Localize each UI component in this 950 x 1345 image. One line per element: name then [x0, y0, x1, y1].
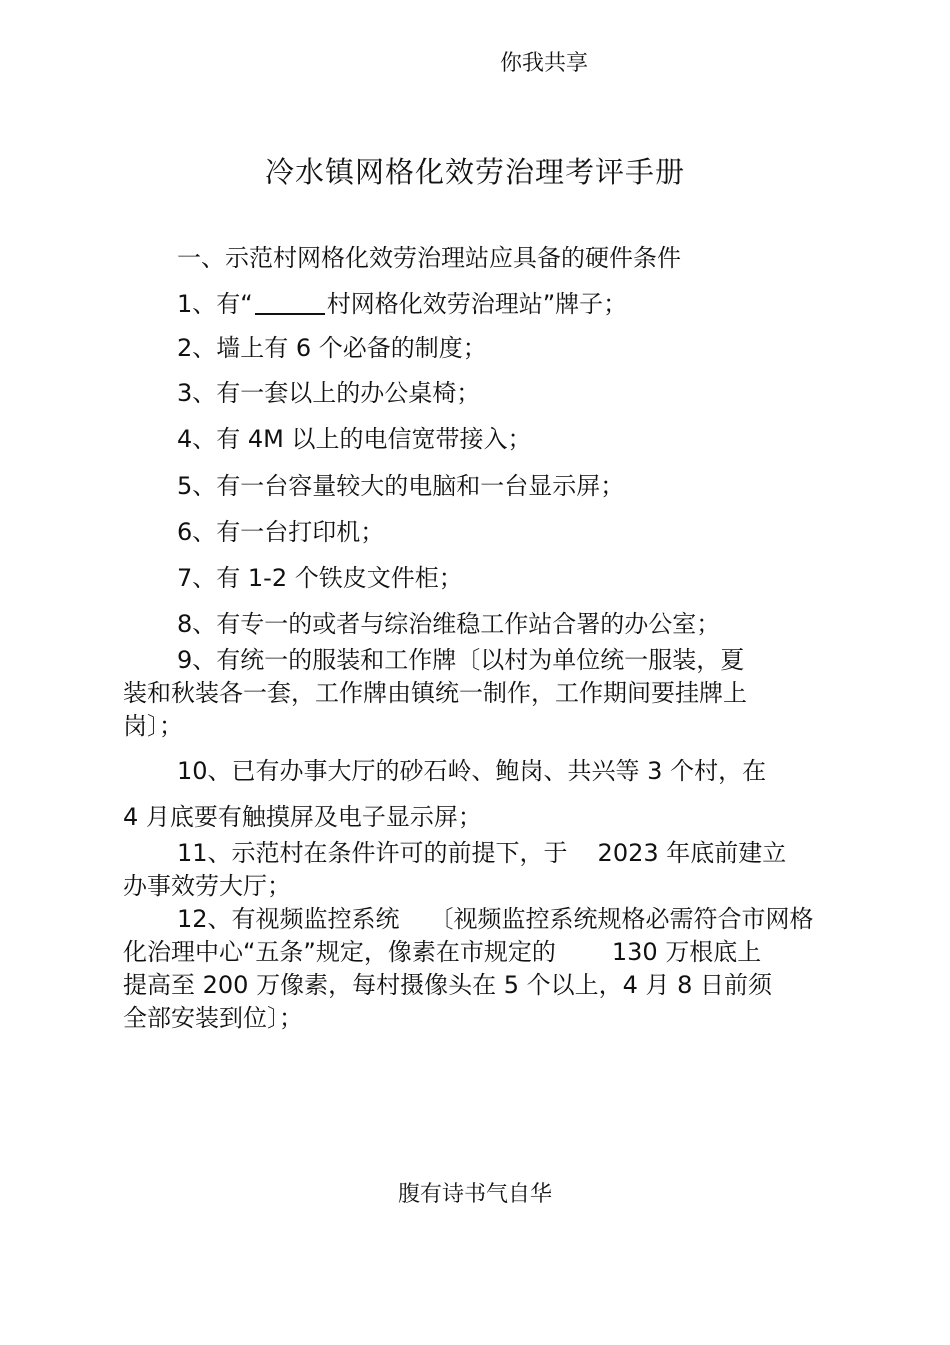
list-item-10-line-1: 10、已有办事大厅的砂石岭、鲍岗、共兴等 3 个村，在	[177, 757, 767, 785]
document-title: 冷水镇网格化效劳治理考评手册	[264, 155, 685, 189]
list-item-12-line-1	[177, 903, 814, 935]
item-12-text-a: 12、有视频监控系统	[177, 905, 400, 933]
list-item-12-line-4: 全部安装到位〕；	[123, 1004, 303, 1032]
item-11-text-a: 11、示范村在条件许可的前提下，于	[177, 839, 568, 867]
item-1-prefix: 1、有“	[177, 290, 253, 318]
list-item-9-line-2: 装和秋装各一套，工作牌由镇统一制作，工作期间要挂牌上	[123, 679, 747, 707]
list-item-3: 3、有一套以上的办公桌椅；	[177, 379, 481, 407]
list-item-9-line-1: 9、有统一的服装和工作牌〔以村为单位统一服装，夏	[177, 646, 745, 674]
list-item-6: 6、有一台打印机；	[177, 518, 385, 546]
item-12-text-c: 化治理中心“五条”规定，像素在市规定的	[123, 938, 556, 966]
fill-in-blank	[255, 287, 325, 315]
page-footer: 腹有诗书气自华	[397, 1182, 552, 1207]
section-heading: 一、示范村网格化效劳治理站应具备的硬件条件	[177, 244, 681, 272]
list-item-8: 8、有专一的或者与综治维稳工作站合署的办公室；	[177, 610, 721, 638]
item-12-text-b: 〔视频监控系统规格必需符合市网格	[429, 905, 814, 933]
list-item-5: 5、有一台容量较大的电脑和一台显示屏；	[177, 472, 625, 500]
list-item-10-line-2: 4 月底要有触摸屏及电子显示屏；	[123, 803, 482, 831]
list-item-9-line-3: 岗〕；	[123, 712, 183, 740]
item-1-suffix: 村网格化效劳治理站”牌子；	[326, 290, 628, 318]
list-item-7: 7、有 1-2 个铁皮文件柜；	[177, 564, 463, 592]
item-11-text-b: 2023 年底前建立	[597, 839, 787, 867]
item-12-text-d: 130 万根底上	[611, 938, 762, 966]
list-item-4: 4、有 4M 以上的电信宽带接入；	[177, 425, 532, 453]
list-item-2: 2、墙上有 6 个必备的制度；	[177, 334, 487, 362]
list-item-1	[177, 287, 627, 320]
list-item-11-line-2: 办事效劳大厅；	[123, 872, 291, 900]
list-item-12-line-2	[123, 936, 761, 968]
list-item-11-line-1	[177, 837, 786, 869]
list-item-12-line-3: 提高至 200 万像素，每村摄像头在 5 个以上，4 月 8 日前须	[123, 971, 773, 999]
page-header: 你我共享	[500, 51, 589, 76]
